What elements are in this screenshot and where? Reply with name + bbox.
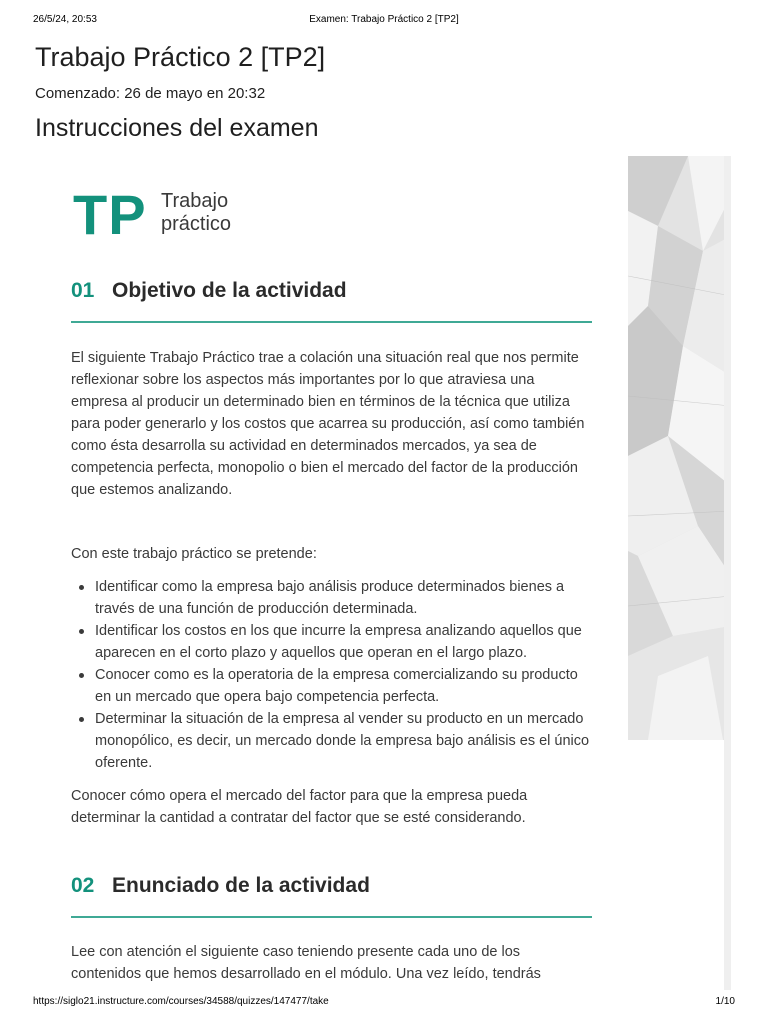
print-page-title: Examen: Trabajo Práctico 2 [TP2]: [309, 14, 459, 25]
section-number: 02: [71, 874, 95, 897]
tp-logo-letters: TP: [73, 183, 147, 246]
goals-intro: Con este trabajo práctico se pretende:: [71, 546, 317, 562]
list-item: Identificar como la empresa bajo análisis produce determinados bienes a través de una función de producción determinada.: [71, 576, 591, 620]
decorative-pattern-image: [628, 156, 731, 740]
sidebar-rail: [724, 156, 731, 990]
tp-logo-word-1: Trabajo: [161, 190, 229, 212]
objective-paragraph: El siguiente Trabajo Práctico trae a colación una situación real que nos permite reflexionar sobre los aspectos más importantes por lo que atraviesa una empresa al producir un determinado bien en términos de la técnica que utiliza para poder generarlo y los costos que acarrea su producción, así como también como ésta desarrolla su actividad en determinados mercados, ya sea de competencia perfecta, monopolio o bien el mercado del factor de la producción que estemos analizando.: [71, 350, 585, 498]
section-title: Objetivo de la actividad: [112, 279, 347, 302]
section-number: 01: [71, 279, 95, 302]
quiz-title: Trabajo Práctico 2 [TP2]: [35, 42, 326, 72]
section-divider: [71, 321, 592, 323]
goals-list: [71, 576, 591, 774]
list-item: Conocer como es la operatoria de la empresa comercializando su producto en un mercado que opera bajo competencia perfecta.: [71, 664, 591, 708]
print-header: [0, 14, 768, 30]
tp-logo: [73, 183, 293, 248]
list-item: Identificar los costos en los que incurre la empresa analizando aquellos que aparecen en el corto plazo y aquellos que operan en el largo plazo.: [71, 620, 591, 664]
print-url: https://siglo21.instructure.com/courses/34588/quizzes/147477/take: [33, 996, 329, 1007]
instructions-content: [35, 156, 731, 990]
closing-paragraph: Conocer cómo opera el mercado del factor para que la empresa pueda determinar la cantidad a contratar del factor que se esté considerando.: [71, 788, 528, 826]
statement-paragraph: Lee con atención el siguiente caso teniendo presente cada uno de los contenidos que hemos desarrollado en el módulo. Una vez leído, tendrás: [71, 944, 541, 982]
list-item: Determinar la situación de la empresa al vender su producto en un mercado monopólico, es decir, un mercado donde la empresa bajo análisis es el único oferente.: [71, 708, 591, 774]
instructions-heading: Instrucciones del examen: [35, 114, 319, 142]
tp-logo-word-2: práctico: [161, 213, 232, 235]
section-title: Enunciado de la actividad: [112, 874, 370, 897]
print-datetime: 26/5/24, 20:53: [33, 14, 97, 25]
section-divider: [71, 916, 592, 918]
geometric-pattern-graphic: [628, 156, 731, 740]
quiz-started-time: Comenzado: 26 de mayo en 20:32: [35, 85, 266, 102]
print-page-number: 1/10: [715, 996, 735, 1007]
print-footer: [0, 996, 768, 1012]
